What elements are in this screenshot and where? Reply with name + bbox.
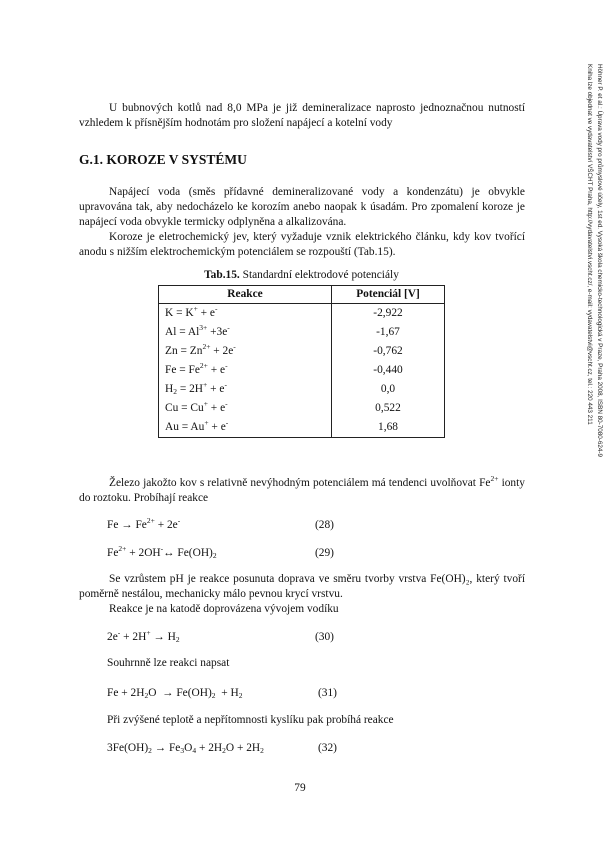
table-row [159,304,445,324]
page-number: 79 [294,782,306,794]
table-row [159,361,445,380]
reaction-al: $Al = Al^{3+} +3e^-$ [159,323,332,342]
paragraph-feedwater: Napájecí voda (směs přídavné demineralizované vody a kondenzátu) je obvykle upravována tak, aby nedocházelo ke korozím anebo naopak k úsadám. Pro zpomalení koroze je napájecí voda obvykle termicky odplyněna a alkalizována. [79,186,525,228]
equation-number: (31) [318,687,337,699]
table-caption [158,268,445,283]
potential-value: -2,922 [332,304,445,324]
equation-number: (28) [315,519,334,531]
reaction-k: K = K+ + e- [159,304,332,324]
equation-number: (32) [318,742,337,754]
reaction-fe: $Fe = Fe^{2+} + e^-$ [159,361,332,380]
potential-value: -0,440 [332,361,445,380]
table-row [159,399,445,418]
table-row [159,380,445,399]
intro-paragraph: U bubnových kotlů nad 8,0 MPa je již demineralizace naprosto jednoznačnou nutností vzhledem k přísnějším hodnotám pro složení napájecí a kotelní vody [79,102,525,129]
col-header-potential: Potenciál [V] [332,286,445,304]
reaction-cu: Cu = Cu+ + e- [159,399,332,418]
paragraph-ph: Se vzrůstem pH je reakce posunuta doprava ve směru tvorby vrstva Fe(OH)₂, který tvoří poměrně nestálou, mechanicky málo pevnou krycí vrstvu. [79,573,525,600]
paragraph-iron-text-2: ionty do roztoku. Probíhají reakce [79,477,525,504]
paragraph-corrosion: Koroze je eletrochemický jev, který vyžaduje vznik elektrického článku, kdy kov tvořící anodu s nižším elektrochemickým potenciálem se rozpouští (Tab.15). [79,231,525,258]
paragraph-summary: Souhrnně lze reakci napsat [107,657,230,669]
table-caption-label: Tab.15. [204,269,240,281]
table-row [159,323,445,342]
paragraph-iron-text: Železo jakožto kov s relativně nevýhodným potenciálem má tendenci uvolňovat Fe [109,477,491,489]
section-heading: G.1. KOROZE V SYSTÉMU [79,152,247,167]
table-caption-text: Standardní elektrodové potenciály [239,269,399,281]
equation-28: $Fe \to Fe^{2+} + 2e^-$ [107,516,181,531]
paragraph-temperature: Při zvýšené teplotě a nepřítomnosti kyslíku pak probíhá reakce [107,714,394,726]
equation-32: $3Fe(OH)_2 \to Fe_3O_4 + 2H_2O + 2H_2$ [107,742,264,755]
equation-number: (30) [315,631,334,643]
col-header-reaction: Reakce [159,286,332,304]
side-citation-line2: Kniha lze objednat ve vydavatelství VŠCHT Praha, http://vydavatelstvi.vscht.cz/, e-mail: vydavatelstvi@vscht.cz, tel.: 220 443 211 [586,64,593,425]
table-row [159,342,445,361]
paragraph-cathode: Reakce je na katodě doprovázena vývojem vodíku [109,603,339,615]
equation-number: (29) [315,547,334,559]
reaction-h2: $H_2 = 2H^+ + e^-$ [159,380,332,399]
equation-29: $Fe^{2+}$ + 2OH-↔ $Fe(OH)_2$ [107,544,217,560]
paragraph-iron: Železo jakožto kov s relativně nevýhodným potenciálem má tendenci uvolňovat $Fe^{2+}$ ionty do roztoku. Probíhají reakce [79,474,525,504]
reaction-zn: $Zn = Zn^{2+} + 2e^-$ [159,342,332,361]
side-citation [584,64,604,604]
potential-value: -1,67 [332,323,445,342]
reaction-au: Au = Au+ + e- [159,418,332,438]
potential-value: 1,68 [332,418,445,438]
equation-31: $Fe + 2H_2O \to Fe(OH)_2 + H_2$ [107,687,243,700]
potential-value: 0,522 [332,399,445,418]
potential-value: -0,762 [332,342,445,361]
table-row [159,418,445,438]
potentials-table [158,285,445,438]
side-citation-line1: Höhner P. et al.: Úprava vody pro průmyslové účely, 1st ed. Vysoká škola chemicko-technologická v Praze, Praha 2008, ISBN 80-7080-624-9 [596,64,603,457]
potential-value: 0,0 [332,380,445,399]
equation-30: $2e^- + 2H^+ \to H_2$ [107,628,180,644]
table-header-row [159,286,445,304]
